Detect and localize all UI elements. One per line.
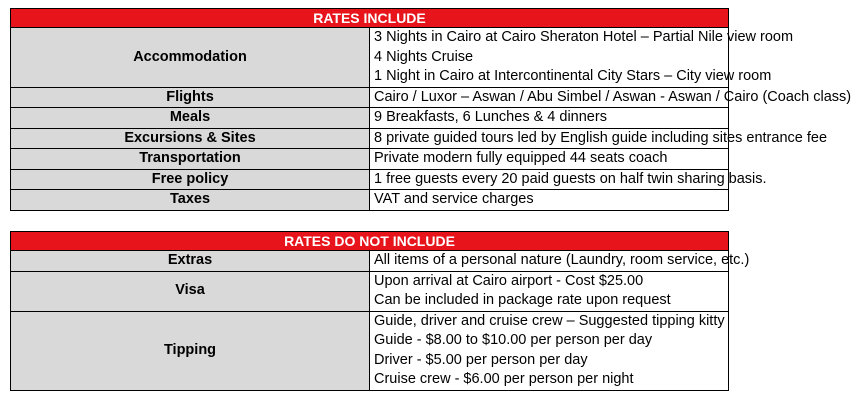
row-label-transportation: Transportation	[11, 149, 370, 170]
row-label-extras: Extras	[11, 251, 370, 272]
rates-exclude-header: RATES DO NOT INCLUDE	[11, 232, 729, 251]
value-line: Guide, driver and cruise crew – Suggested tipping kitty	[374, 312, 725, 329]
row-value-accommodation	[370, 28, 794, 88]
table-row	[11, 190, 729, 211]
table-row	[11, 108, 729, 129]
value-line: 3 Nights in Cairo at Cairo Sheraton Hotel – Partial Nile view room	[374, 29, 794, 45]
table-row	[11, 311, 729, 390]
table-row	[11, 128, 729, 149]
table-row	[11, 149, 729, 170]
row-value-transportation: Private modern fully equipped 44 seats coach	[370, 149, 729, 170]
row-value-extras: All items of a personal nature (Laundry, room service, etc.)	[370, 251, 729, 272]
row-value-visa	[370, 271, 729, 311]
row-label-accommodation: Accommodation	[11, 28, 370, 88]
row-value-excursions: 8 private guided tours led by English guide including sites entrance fee	[370, 128, 729, 149]
value-line: 1 Night in Cairo at Intercontinental City Stars – City view room	[374, 68, 772, 84]
row-label-excursions: Excursions & Sites	[11, 128, 370, 149]
rates-include-table	[10, 8, 851, 211]
table-row	[11, 87, 729, 108]
row-label-tipping: Tipping	[11, 311, 370, 390]
row-label-flights: Flights	[11, 87, 370, 108]
value-line: Guide - $8.00 to $10.00 per person per day	[374, 332, 653, 348]
row-value-meals: 9 Breakfasts, 6 Lunches & 4 dinners	[370, 108, 729, 129]
row-value-tipping	[370, 311, 729, 390]
row-value-free-policy: 1 free guests every 20 paid guests on half twin sharing basis.	[370, 169, 729, 190]
value-line: Driver - $5.00 per person per day	[374, 351, 588, 368]
table-row	[11, 251, 729, 272]
table-row	[11, 271, 729, 311]
row-label-free-policy: Free policy	[11, 169, 370, 190]
table-row	[11, 28, 729, 88]
row-label-meals: Meals	[11, 108, 370, 129]
row-label-taxes: Taxes	[11, 190, 370, 211]
row-label-visa: Visa	[11, 271, 370, 311]
value-line: 4 Nights Cruise	[374, 48, 474, 65]
row-value-taxes: VAT and service charges	[370, 190, 729, 211]
rates-include-header: RATES INCLUDE	[11, 9, 729, 28]
value-line: Can be included in package rate upon request	[374, 292, 671, 308]
row-value-flights: Cairo / Luxor – Aswan / Abu Simbel / Aswan - Aswan / Cairo (Coach class)	[370, 87, 729, 108]
value-line: Cruise crew - $6.00 per person per night	[374, 371, 634, 387]
table-row	[11, 169, 729, 190]
rates-exclude-table	[10, 231, 750, 391]
value-line: Upon arrival at Cairo airport - Cost $25.00	[374, 272, 644, 289]
